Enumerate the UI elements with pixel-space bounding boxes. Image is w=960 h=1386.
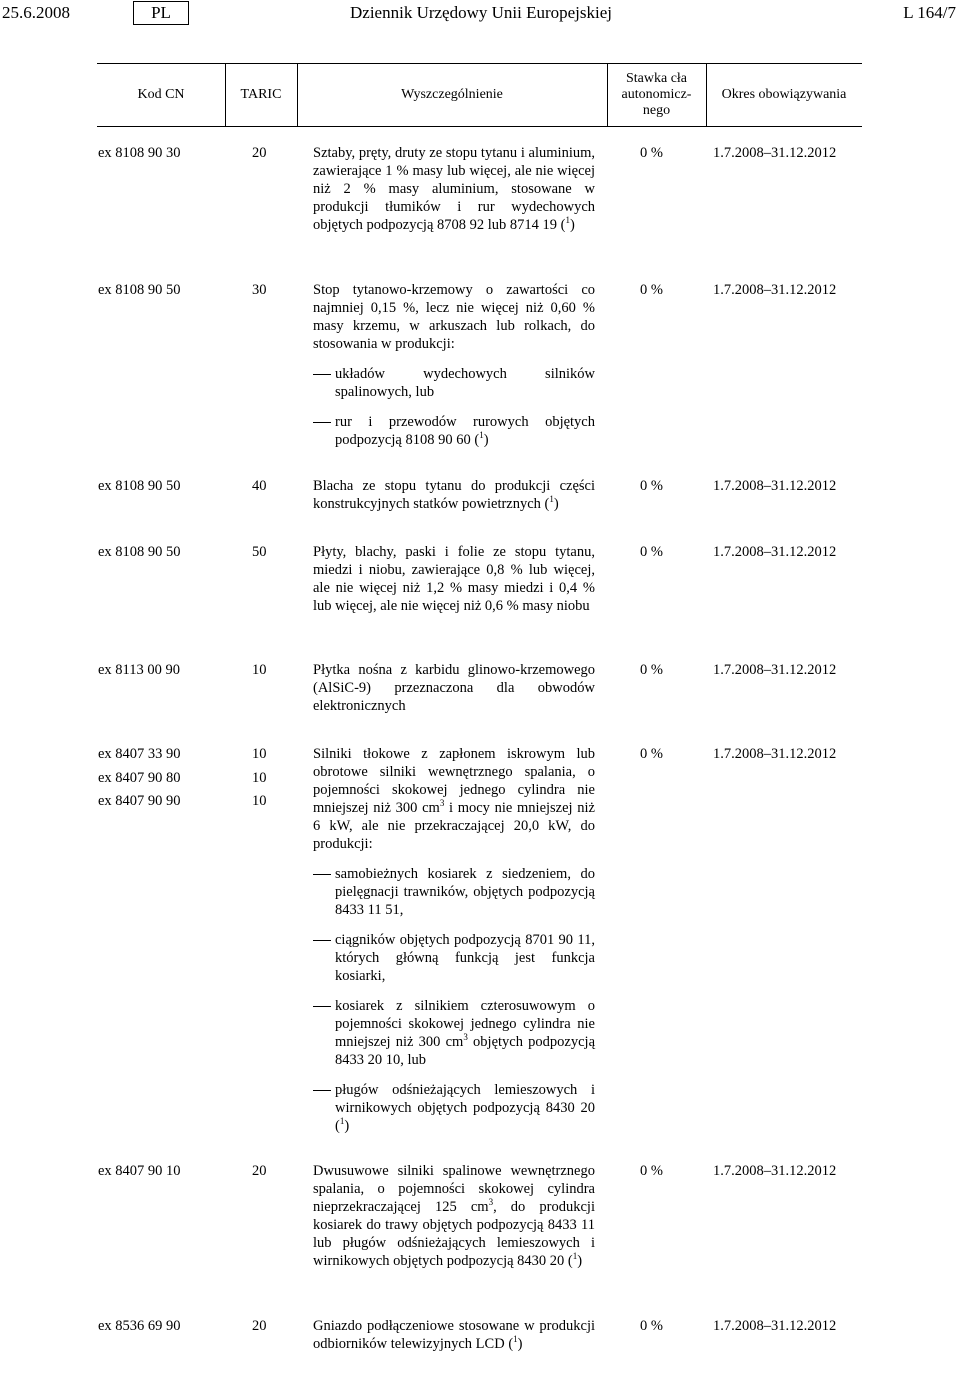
- description-text: Dwusuwowe silniki spalinowe wewnętrznego spalania, o pojemności skokowej cylindra nieprzekraczającej 125 $cm^3$, do produkcji kosiarek do trawy objętych podpozycją 8433 11 lub pługów odśnieżających lemieszowych i wirnikowych objętych podpozycją 8430 20 ($^1$): [313, 1163, 595, 1269]
- journal-title: Dziennik Urzędowy Unii Europejskiej: [350, 3, 613, 22]
- description-text: Blacha ze stopu tytanu do produkcji części konstrukcyjnych statków powietrznych ($^1$): [313, 478, 595, 512]
- cell-validity-period: 1.7.2008–31.12.2012: [713, 282, 837, 298]
- cell-duty-rate: 0 %: [640, 145, 663, 161]
- cell-description: [313, 745, 595, 1135]
- cn-code: ex 8407 90 90: [98, 793, 181, 809]
- cell-kod-cn: [98, 745, 228, 816]
- description-text: Stop tytanowo-krzemowy o zawartości co najmniej 0,15 %, lecz nie więcej niż 0,60 % masy krzemu, w arkuszach lub rolkach, do stosowania w produkcji:: [313, 282, 595, 352]
- col-header-okres: Okres obowiązywania: [721, 86, 847, 102]
- description-list-item: kosiarek z silnikiem czterosuwowym o pojemności skokowej jednego cylindra nie mniejszej niż 300 $cm^3$ objętych podpozycją 8433 20 10, lub: [313, 997, 595, 1069]
- page-number: L 164/7: [903, 3, 956, 22]
- cell-description: [313, 281, 595, 449]
- taric-code: 30: [252, 282, 267, 298]
- taric-code: 50: [252, 544, 267, 560]
- cell-taric: [252, 144, 292, 168]
- cell-description: [313, 543, 595, 615]
- cell-validity-period: 1.7.2008–31.12.2012: [713, 746, 837, 762]
- description-list-item: ciągników objętych podpozycją 8701 90 11, których główną funkcją jest funkcja kosiarki,: [313, 931, 595, 985]
- taric-code: 10: [252, 746, 267, 762]
- cell-description: [313, 1162, 595, 1270]
- cell-validity-period: 1.7.2008–31.12.2012: [713, 544, 837, 560]
- cn-code: ex 8407 90 80: [98, 769, 181, 786]
- cell-taric: [252, 1317, 292, 1341]
- cell-description: [313, 477, 595, 513]
- description-text: Gniazdo podłączeniowe stosowane w produkcji odbiorników telewizyjnych LCD ($^1$): [313, 1318, 595, 1352]
- cell-duty-rate: 0 %: [640, 746, 663, 762]
- cell-kod-cn: [98, 1162, 228, 1186]
- description-list-item: pługów odśnieżających lemieszowych i wirnikowych objętych podpozycją 8430 20 ($^1$): [313, 1081, 595, 1135]
- col-header-wyszczegolnienie: Wyszczególnienie: [401, 86, 503, 102]
- cell-description: [313, 144, 595, 234]
- cn-code: ex 8108 90 50: [98, 544, 181, 560]
- taric-code: 20: [252, 145, 267, 161]
- description-text: Płytka nośna z karbidu glinowo-krzemowego (AlSiC-9) przeznaczona dla obwodów elektronicznych: [313, 662, 595, 714]
- cell-validity-period: 1.7.2008–31.12.2012: [713, 1163, 837, 1179]
- cn-code: ex 8108 90 50: [98, 478, 181, 494]
- cell-description: [313, 1317, 595, 1353]
- cell-taric: [252, 1162, 292, 1186]
- cn-code: ex 8407 33 90: [98, 746, 181, 762]
- cell-duty-rate: 0 %: [640, 662, 663, 678]
- cell-kod-cn: [98, 543, 228, 567]
- cell-description: [313, 661, 595, 715]
- cell-duty-rate: 0 %: [640, 478, 663, 494]
- col-header-taric: TARIC: [240, 86, 282, 102]
- description-list-item: układów wydechowych silników spalinowych, lub: [313, 365, 595, 401]
- cell-kod-cn: [98, 281, 228, 305]
- description-list-item: samobieżnych kosiarek z siedzeniem, do pielęgnacji trawników, objętych podpozycją 8433 11 51,: [313, 865, 595, 919]
- cn-code: ex 8108 90 50: [98, 282, 181, 298]
- cell-taric: [252, 661, 292, 685]
- cell-duty-rate: 0 %: [640, 544, 663, 560]
- cell-kod-cn: [98, 477, 228, 501]
- taric-code: 20: [252, 1163, 267, 1179]
- cell-duty-rate: 0 %: [640, 1163, 663, 1179]
- cell-taric: [252, 477, 292, 501]
- description-text: Silniki tłokowe z zapłonem iskrowym lub obrotowe silniki wewnętrznego spalania, o pojemności skokowej jednego cylindra nie mniejszej niż 300 $cm^3$ i mocy nie mniejszej niż 6 kW, ale nie przekraczającej 20,0 kW, do produkcji:: [313, 746, 595, 852]
- cell-duty-rate: 0 %: [640, 1318, 663, 1334]
- cell-kod-cn: [98, 144, 228, 168]
- publication-date: 25.6.2008: [2, 3, 70, 22]
- cell-validity-period: 1.7.2008–31.12.2012: [713, 662, 837, 678]
- table-header-rule: [97, 126, 862, 127]
- cell-kod-cn: [98, 1317, 228, 1341]
- taric-code: 20: [252, 1318, 267, 1334]
- page-header: [0, 0, 960, 30]
- cell-validity-period: 1.7.2008–31.12.2012: [713, 145, 837, 161]
- language-badge: PL: [133, 1, 189, 25]
- description-text: Płyty, blachy, paski i folie ze stopu tytanu, miedzi i niobu, zawierające 0,8 % lub więcej, ale nie więcej niż 1,2 % masy miedzi i 0,4 % lub więcej, ale nie więcej niż 0,6 % masy niobu: [313, 544, 595, 614]
- description-list-item: rur i przewodów rurowych objętych podpozycją 8108 90 60 ($^1$): [313, 413, 595, 449]
- taric-code: 10: [252, 793, 267, 809]
- cell-duty-rate: 0 %: [640, 282, 663, 298]
- taric-code: 40: [252, 478, 267, 494]
- col-header-kod-cn: Kod CN: [137, 86, 185, 102]
- cell-taric: [252, 745, 292, 816]
- cell-validity-period: 1.7.2008–31.12.2012: [713, 478, 837, 494]
- col-header-stawka: Stawka cła autonomicz-nego: [621, 70, 692, 118]
- cell-kod-cn: [98, 661, 228, 685]
- cell-taric: [252, 281, 292, 305]
- cn-code: ex 8113 00 90: [98, 662, 181, 678]
- cn-code: ex 8536 69 90: [98, 1318, 181, 1334]
- taric-code: 10: [252, 662, 267, 678]
- cn-code: ex 8407 90 10: [98, 1163, 181, 1179]
- description-text: Sztaby, pręty, druty ze stopu tytanu i aluminium, zawierające 1 % masy lub więcej, ale nie więcej niż 2 % masy aluminium, stosowane w produkcji tłumików i rur wydechowych objętych podpozycją 8708 92 lub 8714 19 ($^1$): [313, 145, 595, 233]
- cell-taric: [252, 543, 292, 567]
- taric-code: 10: [252, 769, 267, 786]
- cn-code: ex 8108 90 30: [98, 145, 181, 161]
- cell-validity-period: 1.7.2008–31.12.2012: [713, 1318, 837, 1334]
